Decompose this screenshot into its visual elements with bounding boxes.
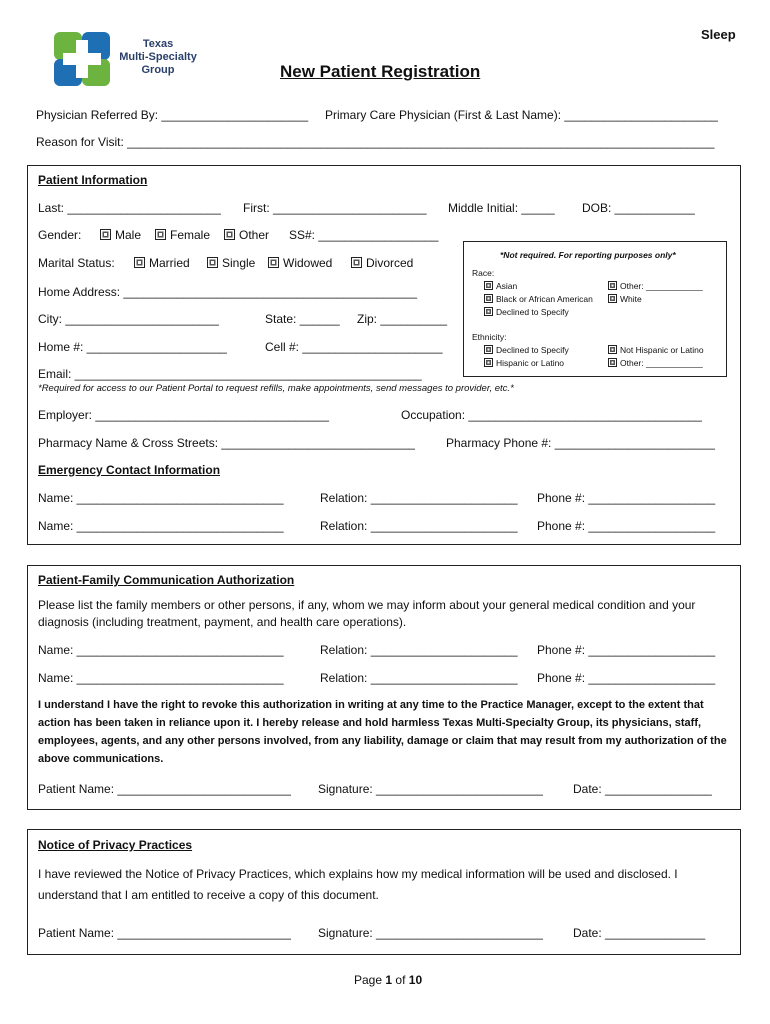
privacy-heading: Notice of Privacy Practices	[38, 838, 193, 852]
last-name-field[interactable]: Last: _______________________	[38, 201, 221, 215]
race-asian-checkbox[interactable]: Asian	[484, 281, 517, 291]
emergency-name-2[interactable]: Name: _______________________________	[38, 519, 284, 533]
checkbox-icon	[608, 281, 617, 290]
checkbox-icon	[484, 307, 493, 316]
auth-relation-1[interactable]: Relation: ______________________	[320, 643, 518, 657]
auth-date[interactable]: Date: ________________	[573, 782, 712, 796]
checkbox-icon	[207, 257, 218, 268]
physician-referred-field[interactable]: Physician Referred By: ______________________	[36, 108, 309, 122]
occupation-field[interactable]: Occupation: ___________________________________	[401, 408, 702, 422]
privacy-text: I have reviewed the Notice of Privacy Practices, which explains how my medical information will be used and disclosed. I understand that I am entitled to receive a copy of this document.	[38, 867, 678, 902]
marital-status-label: Marital Status:	[38, 256, 115, 270]
first-name-field[interactable]: First: _______________________	[243, 201, 427, 215]
privacy-signature[interactable]: Signature: _________________________	[318, 926, 543, 940]
gender-label: Gender:	[38, 228, 82, 242]
emergency-relation-1[interactable]: Relation: ______________________	[320, 491, 518, 505]
marital-widowed-checkbox[interactable]: Widowed	[268, 256, 332, 270]
logo	[52, 30, 112, 88]
patient-info-heading: Patient Information	[38, 173, 148, 187]
checkbox-icon	[608, 294, 617, 303]
demographics-note: *Not required. For reporting purposes only*	[500, 250, 676, 260]
pharmacy-phone-field[interactable]: Pharmacy Phone #: ________________________	[446, 436, 715, 450]
email-field[interactable]: Email: ____________________________________________________	[38, 367, 422, 381]
eth-declined-checkbox[interactable]: Declined to Specify	[484, 345, 569, 355]
auth-signature[interactable]: Signature: _________________________	[318, 782, 543, 796]
primary-care-field[interactable]: Primary Care Physician (First & Last Name): _______________________	[325, 108, 718, 122]
checkbox-icon	[484, 358, 493, 367]
checkbox-icon	[484, 345, 493, 354]
zip-field[interactable]: Zip: __________	[357, 312, 448, 326]
section-tag: Sleep	[701, 27, 736, 42]
auth-name-2[interactable]: Name: _______________________________	[38, 671, 284, 685]
page-indicator: Page 1 of 10	[354, 973, 423, 987]
home-phone-field[interactable]: Home #: _____________________	[38, 340, 227, 354]
checkbox-icon	[100, 229, 111, 240]
emergency-heading: Emergency Contact Information	[38, 463, 221, 477]
checkbox-icon	[608, 358, 617, 367]
marital-married-checkbox[interactable]: Married	[134, 256, 190, 270]
race-white-checkbox[interactable]: White	[608, 294, 642, 304]
auth-name-1[interactable]: Name: _______________________________	[38, 643, 284, 657]
emergency-name-1[interactable]: Name: _______________________________	[38, 491, 284, 505]
checkbox-icon	[484, 294, 493, 303]
gender-female-checkbox[interactable]: Female	[155, 228, 210, 242]
auth-phone-1[interactable]: Phone #: ___________________	[537, 643, 716, 657]
authorization-heading: Patient-Family Communication Authorization	[38, 573, 295, 587]
marital-divorced-checkbox[interactable]: Divorced	[351, 256, 413, 270]
logo-text: Texas Multi-Specialty Group	[119, 38, 197, 76]
ethnicity-label: Ethnicity:	[472, 332, 507, 342]
gender-male-checkbox[interactable]: Male	[100, 228, 141, 242]
checkbox-icon	[484, 281, 493, 290]
checkbox-icon	[155, 229, 166, 240]
checkbox-icon	[608, 345, 617, 354]
auth-patient-name[interactable]: Patient Name: __________________________	[38, 782, 291, 796]
authorization-intro: Please list the family members or other persons, if any, whom we may inform about your general medical condition and your diagnosis (including treatment, payment, and health care operations).	[38, 598, 696, 629]
logo-cross-icon	[52, 30, 112, 88]
city-field[interactable]: City: _______________________	[38, 312, 219, 326]
portal-note: *Required for access to our Patient Portal to request refills, make appointments, send messages to provider, etc.*	[38, 383, 514, 394]
pharmacy-field[interactable]: Pharmacy Name & Cross Streets: _____________________________	[38, 436, 415, 450]
emergency-phone-2[interactable]: Phone #: ___________________	[537, 519, 716, 533]
auth-relation-2[interactable]: Relation: ______________________	[320, 671, 518, 685]
ssn-field[interactable]: SS#: __________________	[289, 228, 439, 242]
eth-hispanic-checkbox[interactable]: Hispanic or Latino	[484, 358, 564, 368]
checkbox-icon	[134, 257, 145, 268]
marital-single-checkbox[interactable]: Single	[207, 256, 255, 270]
checkbox-icon	[224, 229, 235, 240]
checkbox-icon	[268, 257, 279, 268]
race-other-checkbox[interactable]: Other: ____________	[608, 281, 703, 291]
race-black-checkbox[interactable]: Black or African American	[484, 294, 593, 304]
race-label: Race:	[472, 268, 495, 278]
eth-not-hispanic-checkbox[interactable]: Not Hispanic or Latino	[608, 345, 704, 355]
cell-phone-field[interactable]: Cell #: _____________________	[265, 340, 443, 354]
home-address-field[interactable]: Home Address: ____________________________________________	[38, 285, 418, 299]
race-declined-checkbox[interactable]: Declined to Specify	[484, 307, 569, 317]
reason-for-visit-field[interactable]: Reason for Visit: ________________________________________________________________________________________	[36, 135, 715, 149]
auth-phone-2[interactable]: Phone #: ___________________	[537, 671, 716, 685]
middle-initial-field[interactable]: Middle Initial: _____	[448, 201, 555, 215]
authorization-statement: I understand I have the right to revoke this authorization in writing at any time to the Practice Manager, except to the extent that action has been taken in reliance upon it. I hereby release and hold harmless Texas Multi-Specialty Group, its physicians, staff, employees, agents, and any other persons involved, from any liability, damage or claim that may result from my authorization of the above communications.	[38, 699, 727, 765]
eth-other-checkbox[interactable]: Other: ____________	[608, 358, 703, 368]
dob-field[interactable]: DOB: ____________	[582, 201, 695, 215]
checkbox-icon	[351, 257, 362, 268]
employer-field[interactable]: Employer: ___________________________________	[38, 408, 329, 422]
state-field[interactable]: State: ______	[265, 312, 340, 326]
gender-other-checkbox[interactable]: Other	[224, 228, 269, 242]
emergency-phone-1[interactable]: Phone #: ___________________	[537, 491, 716, 505]
page-title: New Patient Registration	[280, 62, 481, 81]
privacy-date[interactable]: Date: _______________	[573, 926, 706, 940]
privacy-patient-name[interactable]: Patient Name: __________________________	[38, 926, 291, 940]
emergency-relation-2[interactable]: Relation: ______________________	[320, 519, 518, 533]
